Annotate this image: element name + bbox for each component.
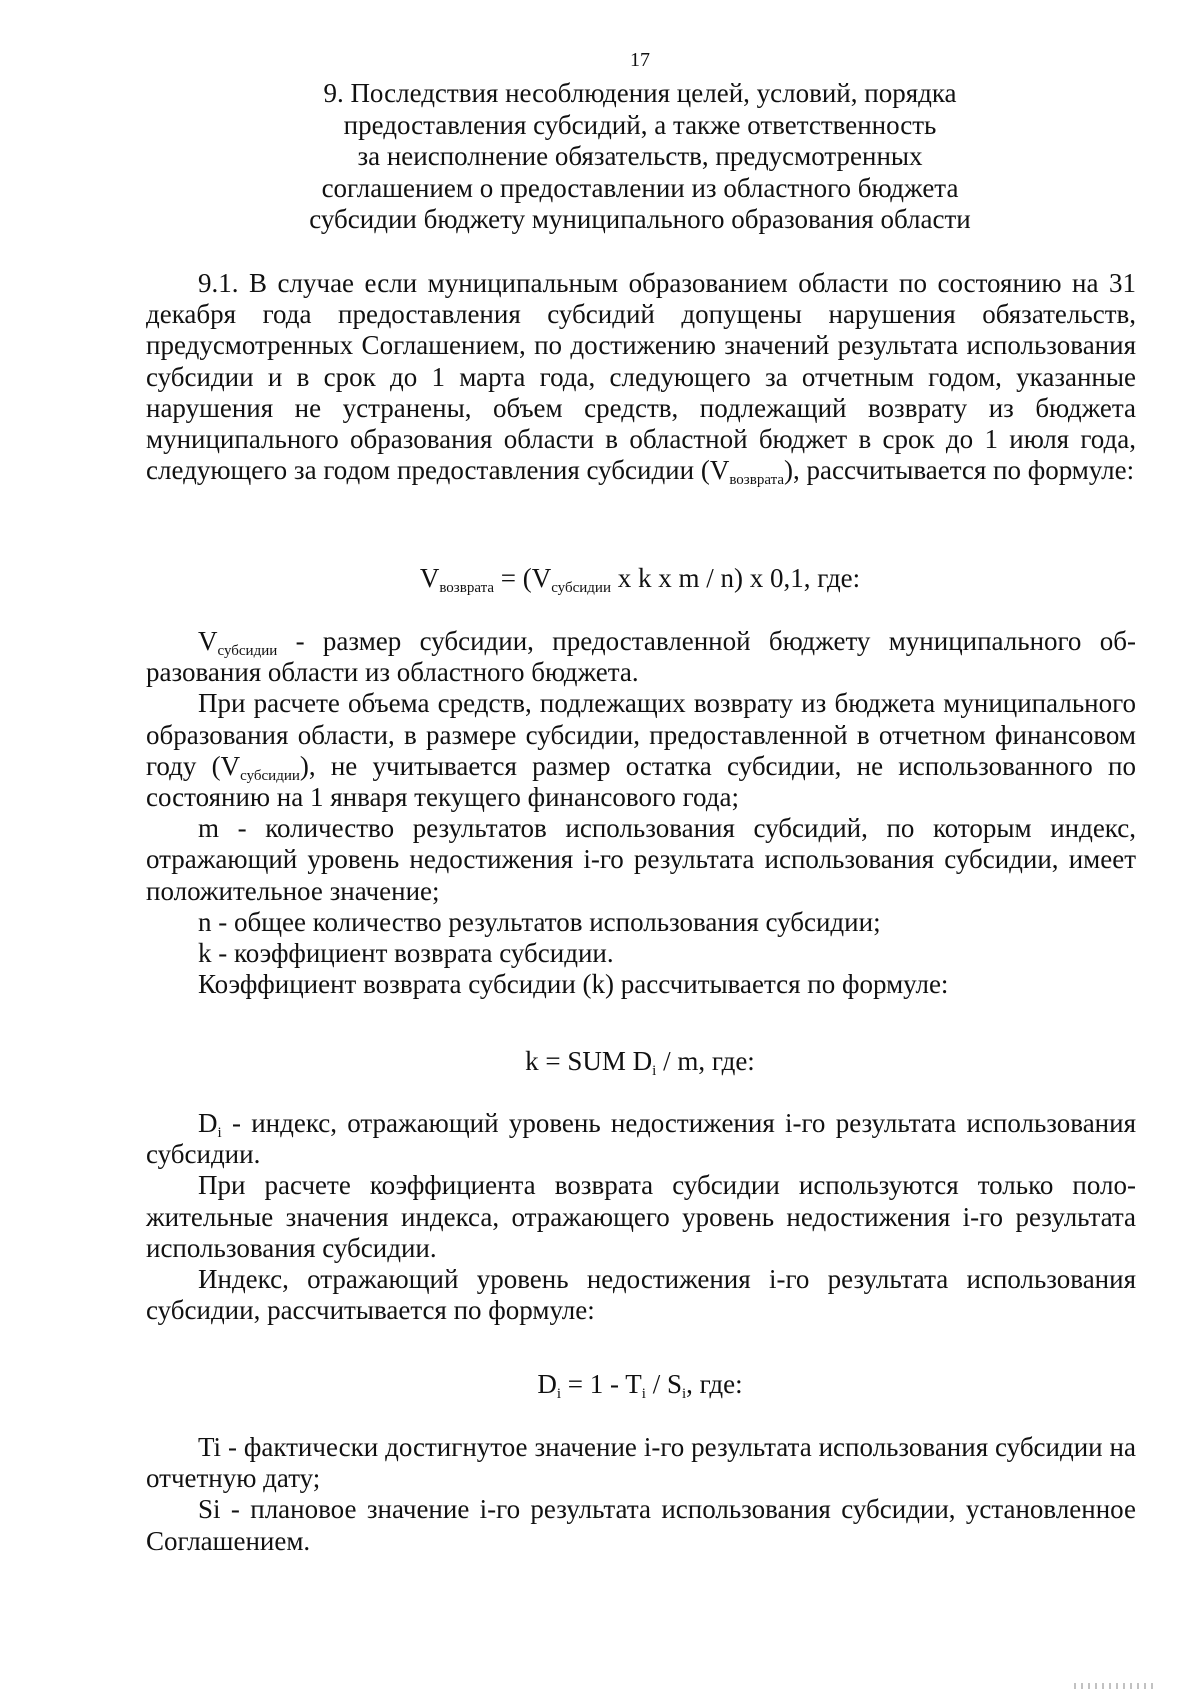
paragraph: Ti - фактически достигнутое значение i-го результата использования субсидии на отчетную дату; (146, 1432, 1136, 1494)
paragraph: n - общее количество результатов использования субсидии; (198, 906, 881, 937)
heading-line: предоставления субсидий, а также ответственность (343, 109, 937, 140)
formula-part: , где: (686, 1369, 743, 1399)
subscript: субсидии (217, 643, 278, 659)
text: D (198, 1108, 218, 1138)
paragraph: Индекс, отражающий уровень недостижения i-го результата использования субсидии, рассчитывается по формуле: (146, 1264, 1136, 1326)
subscript: i (681, 1386, 687, 1402)
formula-part: = 1 - T (561, 1369, 642, 1399)
paragraph: m - количество результатов использования субсидий, по которым индекс, отражающий уровень недостижения i-го результата использования субсидии, имеет положительное значение; (146, 813, 1136, 906)
formula-part: x k x m / n) x 0,1, где: (610, 563, 861, 593)
paragraph: При расчете коэффициента возврата субсидии используются только положительные значения индекса, отражающего уровень недостижения i-го результата использования субсидии. (146, 1170, 1136, 1263)
formula-part: V (419, 563, 440, 593)
subscript: i (556, 1386, 562, 1402)
subscript: субсидии (240, 767, 300, 784)
heading-line: за неисполнение обязательств, предусмотренных (357, 141, 923, 171)
subscript: i (641, 1386, 646, 1402)
subscript: возврата (729, 472, 784, 489)
paragraph (146, 268, 1136, 489)
scan-artifact (1074, 1683, 1154, 1689)
text: При расчете объема средств, подлежащих возврату из бюджета муниципального образования области, в размере субсидии, предоставленной в отчетном финансовом году (V (146, 688, 1136, 781)
formula-return-volume (0, 562, 1200, 594)
definitions-block (146, 626, 1136, 1000)
subscript: i (652, 1063, 657, 1079)
paragraph (146, 1108, 1136, 1170)
page-number: 17 (630, 49, 650, 71)
section-heading (220, 78, 1060, 236)
text: V (198, 626, 218, 656)
formula-part: / m, где: (656, 1046, 755, 1076)
text: 9.1. В случае если муниципальным образованием области по состоянию на 31 декабря года предоставления субсидий допущены нарушения обязательств, предусмотренных Соглашением, по достижению значений результата использования субсидии и в срок до 1 марта года, следующего за отчетным годом, указанные нарушения не устранены, объем средств, подлежащий возврату из бюджета муниципального образования области в областной бюджет в срок до 1 июля года, следующего за годом предоставления субсидии (V (146, 268, 1136, 486)
formula-part: / S (645, 1369, 682, 1399)
text: - индекс, отражающий уровень недостижения i-го результата использования субсидии. (146, 1108, 1136, 1170)
text: ), рассчитывается по формуле: (783, 455, 1135, 486)
formula-part: D (537, 1369, 557, 1399)
paragraph: Si - плановое значение i-го результата использования субсидии, установленное Соглашением. (146, 1494, 1136, 1556)
heading-line: 9. Последствия несоблюдения целей, условий, порядка (323, 78, 957, 108)
paragraph (146, 688, 1136, 813)
clause-9-1 (146, 268, 1136, 489)
paragraph: k - коэффициент возврата субсидии. (198, 938, 614, 969)
text: ), не учитывается размер остатка субсидии, не использованного по состоянию на 1 января текущего финансового года; (146, 750, 1136, 813)
subscript: i (217, 1125, 222, 1141)
text: - размер субсидии, предоставленной бюджету муниципального образования области из областного бюджета. (146, 626, 1136, 688)
value-definitions (146, 1432, 1136, 1557)
formula-part: = (V (493, 563, 552, 593)
paragraph: Коэффициент возврата субсидии (k) рассчитывается по формуле: (198, 969, 949, 1000)
formula-index (0, 1368, 1200, 1400)
heading-line: субсидии бюджету муниципального образования области (309, 204, 971, 234)
index-definitions (146, 1108, 1136, 1326)
formula-coefficient (0, 1045, 1200, 1077)
subscript: возврата (439, 580, 494, 596)
paragraph (146, 626, 1136, 688)
heading-line: соглашением о предоставлении из областного бюджета (321, 172, 959, 203)
subscript: субсидии (551, 580, 611, 596)
formula-part: k = SUM D (525, 1046, 653, 1076)
